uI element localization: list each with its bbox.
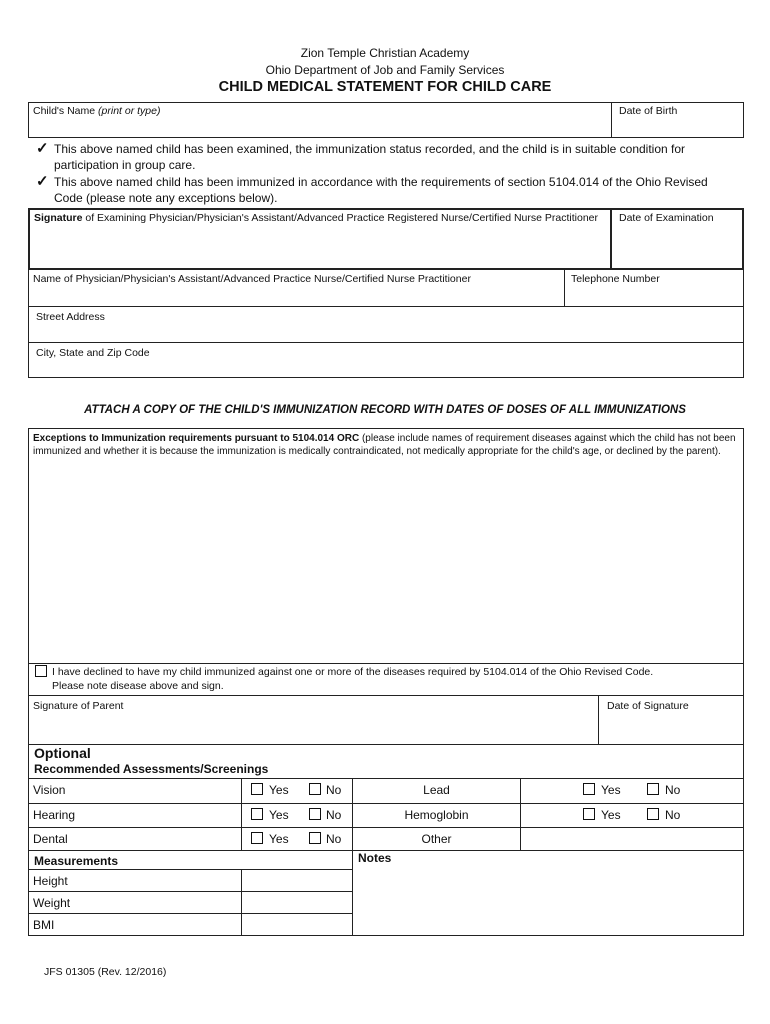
dental-no-checkbox[interactable] <box>309 832 321 844</box>
hearing-label: Hearing <box>33 808 76 822</box>
dental-yes-checkbox[interactable] <box>251 832 263 844</box>
bmi-field[interactable] <box>244 915 349 933</box>
check-mark-icon: ✓ <box>36 173 49 190</box>
vision-yes-checkbox[interactable] <box>251 783 263 795</box>
weight-label: Weight <box>33 896 71 910</box>
weight-field[interactable] <box>244 893 349 911</box>
phone-field[interactable] <box>568 287 740 305</box>
school-name: Zion Temple Christian Academy <box>300 46 470 60</box>
measurements-heading: Measurements <box>34 854 119 868</box>
hearing-yes-checkbox[interactable] <box>251 808 263 820</box>
no-label: No <box>326 808 342 822</box>
no-label: No <box>665 783 681 797</box>
hemoglobin-label: Hemoglobin <box>404 808 469 822</box>
other-field[interactable] <box>524 830 740 848</box>
signature-date-label: Date of Signature <box>607 700 689 712</box>
parent-signature-label: Signature of Parent <box>33 700 124 712</box>
bmi-label: BMI <box>33 918 55 932</box>
city-state-zip-label: City, State and Zip Code <box>36 347 150 359</box>
yes-label: Yes <box>269 832 289 846</box>
yes-label: Yes <box>601 783 621 797</box>
exceptions-notes-field[interactable] <box>32 476 740 660</box>
assessments-heading: Recommended Assessments/Screenings <box>34 762 269 776</box>
exam-date-field[interactable] <box>615 230 741 266</box>
lead-no-checkbox[interactable] <box>647 783 659 795</box>
attach-record-notice: ATTACH A COPY OF THE CHILD'S IMMUNIZATION RECORD WITH DATES OF DOSES OF ALL IMMUNIZATIONS <box>84 404 686 416</box>
yes-label: Yes <box>601 808 621 822</box>
examined-statement: This above named child has been examined, the immunization status recorded, and the child is in suitable condition for participation in group care. <box>54 142 686 172</box>
exam-date-label: Date of Examination <box>619 212 714 224</box>
no-label: No <box>326 832 342 846</box>
form-title: CHILD MEDICAL STATEMENT FOR CHILD CARE <box>218 79 552 95</box>
dental-label: Dental <box>33 832 68 846</box>
check-mark-icon: ✓ <box>36 140 49 157</box>
declined-statement: I have declined to have my child immunized against one or more of the diseases required by 5104.014 of the Ohio Revised Code. Please note disease above and sign. <box>52 666 654 692</box>
height-field[interactable] <box>244 871 349 889</box>
physician-name-field[interactable] <box>32 287 560 305</box>
hearing-no-checkbox[interactable] <box>309 808 321 820</box>
yes-label: Yes <box>269 808 289 822</box>
declined-immunization-checkbox[interactable] <box>35 665 47 677</box>
department-name: Ohio Department of Job and Family Services <box>265 63 505 77</box>
physician-name-label: Name of Physician/Physician's Assistant/Advanced Practice Nurse/Certified Nurse Practitioner <box>33 273 471 285</box>
child-name-field[interactable] <box>32 118 607 136</box>
no-label: No <box>326 783 342 797</box>
phone-label: Telephone Number <box>571 273 660 285</box>
street-address-field[interactable] <box>32 324 740 342</box>
hemoglobin-yes-checkbox[interactable] <box>583 808 595 820</box>
dob-label: Date of Birth <box>619 105 678 117</box>
yes-label: Yes <box>269 783 289 797</box>
vision-label: Vision <box>33 783 66 797</box>
hemoglobin-no-checkbox[interactable] <box>647 808 659 820</box>
vision-no-checkbox[interactable] <box>309 783 321 795</box>
form-number: JFS 01305 (Rev. 12/2016) <box>44 966 167 978</box>
child-name-label: Child's Name (print or type) <box>33 105 161 117</box>
city-state-zip-field[interactable] <box>32 360 740 376</box>
immunized-statement: This above named child has been immunized in accordance with the requirements of section 5104.014 of the Ohio Revised Code (please note any exceptions below). <box>54 175 708 205</box>
lead-yes-checkbox[interactable] <box>583 783 595 795</box>
physician-signature-label: Signature of Examining Physician/Physician's Assistant/Advanced Practice Registered Nurse/Certified Nurse Practitioner <box>34 212 599 224</box>
signature-date-field[interactable] <box>603 714 741 742</box>
height-label: Height <box>33 874 68 888</box>
parent-signature-field[interactable] <box>32 714 594 742</box>
optional-heading: Optional <box>34 745 91 761</box>
notes-field[interactable] <box>356 868 740 932</box>
no-label: No <box>665 808 681 822</box>
other-label: Other <box>421 832 452 846</box>
exceptions-instructions: Exceptions to Immunization requirements pursuant to 5104.014 ORC (please include names of requirement diseases against which the child has not been immunized and whether it is because the immunization is medically contraindicated, not medically appropriate for the child's age, or declined by the parent). <box>33 433 736 457</box>
dob-field[interactable] <box>614 118 742 136</box>
street-address-label: Street Address <box>36 311 105 323</box>
notes-label: Notes <box>358 851 392 865</box>
physician-signature-field[interactable] <box>32 240 607 266</box>
lead-label: Lead <box>423 783 450 797</box>
